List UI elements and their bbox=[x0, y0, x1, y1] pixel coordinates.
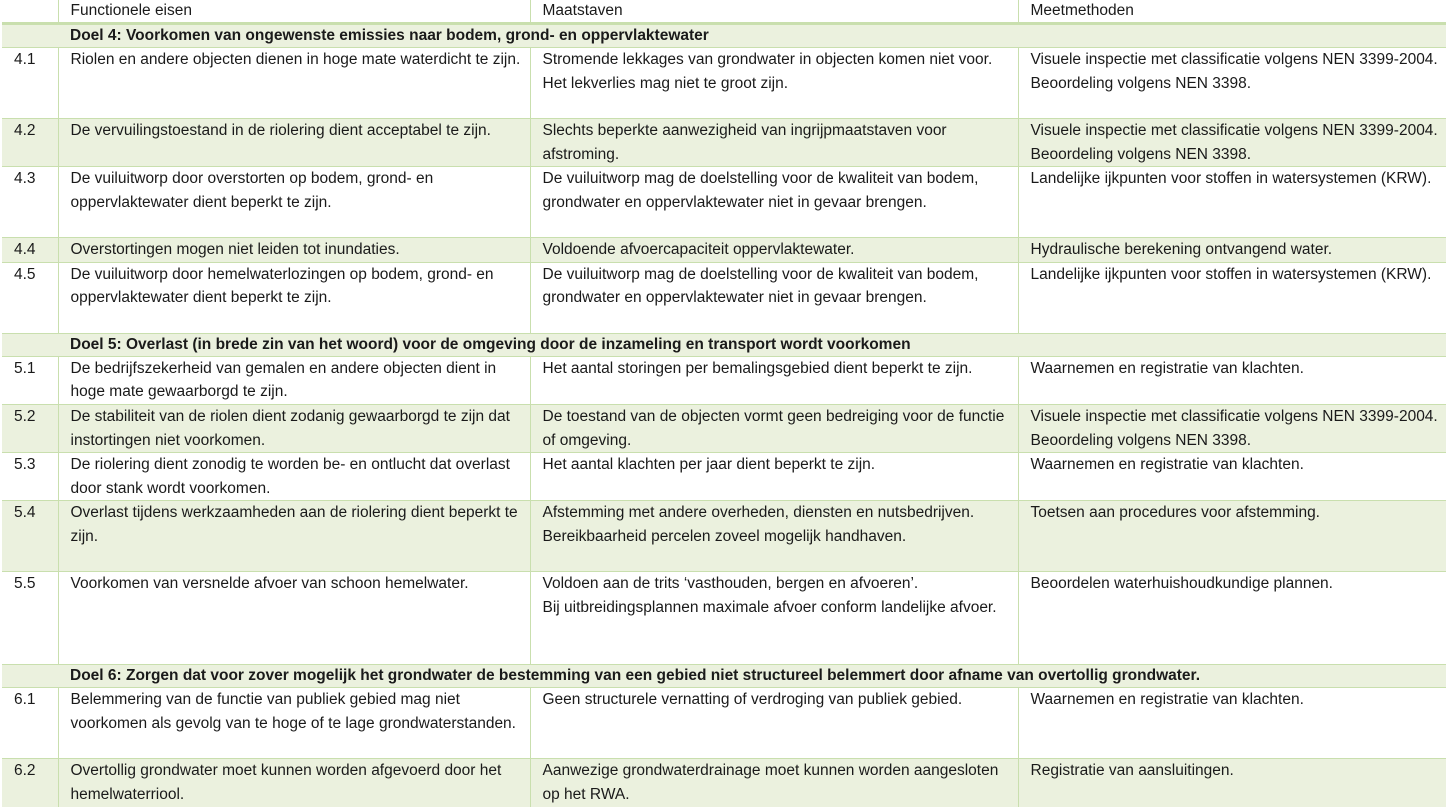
row-method: Visuele inspectie met classificatie volgens NEN 3399-2004. Beoordeling volgens NEN 3398. bbox=[1018, 404, 1446, 452]
row-num: 4.2 bbox=[2, 119, 58, 167]
measure-line: Bij uitbreidingsplannen maximale afvoer conform landelijke afvoer. bbox=[542, 598, 997, 616]
row-method: Visuele inspectie met classificatie volgens NEN 3399-2004. Beoordeling volgens NEN 3398. bbox=[1018, 48, 1446, 119]
row-method: Waarnemen en registratie van klachten. bbox=[1018, 356, 1446, 404]
row-method: Toetsen aan procedures voor afstemming. bbox=[1018, 501, 1446, 572]
row-num: 5.5 bbox=[2, 572, 58, 665]
row-requirement: Overlast tijdens werkzaamheden aan de riolering dient beperkt te zijn. bbox=[58, 501, 530, 572]
row-num: 4.4 bbox=[2, 238, 58, 263]
row-measure: De vuiluitworp mag de doelstelling voor de kwaliteit van bodem, grondwater en oppervlaktewater niet in gevaar brengen. bbox=[530, 262, 1018, 333]
row-requirement: De bedrijfszekerheid van gemalen en andere objecten dient in hoge mate gewaarborgd te zijn. bbox=[58, 356, 530, 404]
row-measure: Voldoende afvoercapaciteit oppervlaktewater. bbox=[530, 238, 1018, 263]
row-method: Beoordelen waterhuishoudkundige plannen. bbox=[1018, 572, 1446, 665]
row-num: 6.1 bbox=[2, 688, 58, 759]
row-measure: De toestand van de objecten vormt geen bedreiging voor de functie of omgeving. bbox=[530, 404, 1018, 452]
table-row bbox=[2, 453, 1446, 501]
row-num: 5.4 bbox=[2, 501, 58, 572]
row-measure bbox=[530, 572, 1018, 665]
row-measure: De vuiluitworp mag de doelstelling voor de kwaliteit van bodem, grondwater en oppervlaktewater niet in gevaar brengen. bbox=[530, 167, 1018, 238]
table-row bbox=[2, 119, 1446, 167]
row-requirement: De stabiliteit van de riolen dient zodanig gewaarborgd te zijn dat instortingen niet voorkomen. bbox=[58, 404, 530, 452]
row-requirement: Riolen en andere objecten dienen in hoge mate waterdicht te zijn. bbox=[58, 48, 530, 119]
table-row bbox=[2, 404, 1446, 452]
row-requirement: De riolering dient zonodig te worden be- en ontlucht dat overlast door stank wordt voorkomen. bbox=[58, 453, 530, 501]
goal-title: Doel 4: Voorkomen van ongewenste emissies naar bodem, grond- en oppervlaktewater bbox=[58, 24, 1446, 48]
row-method: Landelijke ijkpunten voor stoffen in watersystemen (KRW). bbox=[1018, 167, 1446, 238]
header-row bbox=[2, 0, 1446, 24]
row-method: Waarnemen en registratie van klachten. bbox=[1018, 453, 1446, 501]
goal-row bbox=[2, 333, 1446, 356]
table-row bbox=[2, 356, 1446, 404]
header-num bbox=[2, 0, 58, 24]
table-row bbox=[2, 238, 1446, 263]
row-requirement: Overstortingen mogen niet leiden tot inundaties. bbox=[58, 238, 530, 263]
table-row bbox=[2, 48, 1446, 119]
row-num: 5.2 bbox=[2, 404, 58, 452]
row-requirement: De vuiluitworp door hemelwaterlozingen op bodem, grond- en oppervlaktewater dient beperkt te zijn. bbox=[58, 262, 530, 333]
table-row bbox=[2, 759, 1446, 807]
header-requirements: Functionele eisen bbox=[58, 0, 530, 24]
row-measure: Aanwezige grondwaterdrainage moet kunnen worden aangesloten op het RWA. bbox=[530, 759, 1018, 807]
goal-title: Doel 6: Zorgen dat voor zover mogelijk het grondwater de bestemming van een gebied niet structureel belemmert door afname van overtollig grondwater. bbox=[58, 665, 1446, 688]
requirements-table bbox=[2, 0, 1446, 807]
row-method: Visuele inspectie met classificatie volgens NEN 3399-2004. Beoordeling volgens NEN 3398. bbox=[1018, 119, 1446, 167]
table-row bbox=[2, 501, 1446, 572]
measure-line: Stromende lekkages van grondwater in objecten komen niet voor. bbox=[542, 51, 993, 68]
header-measures: Maatstaven bbox=[530, 0, 1018, 24]
row-requirement: Belemmering van de functie van publiek gebied mag niet voorkomen als gevolg van te hoge of te lage grondwaterstanden. bbox=[58, 688, 530, 759]
row-measure: Het aantal storingen per bemalingsgebied dient beperkt te zijn. bbox=[530, 356, 1018, 404]
row-measure: Het aantal klachten per jaar dient beperkt te zijn. bbox=[530, 453, 1018, 501]
row-method: Landelijke ijkpunten voor stoffen in watersystemen (KRW). bbox=[1018, 262, 1446, 333]
row-measure bbox=[530, 48, 1018, 119]
row-method: Waarnemen en registratie van klachten. bbox=[1018, 688, 1446, 759]
row-measure: Slechts beperkte aanwezigheid van ingrijpmaatstaven voor afstroming. bbox=[530, 119, 1018, 167]
table-row bbox=[2, 688, 1446, 759]
table-row bbox=[2, 572, 1446, 665]
measure-line: Bereikbaarheid percelen zoveel mogelijk handhaven. bbox=[542, 527, 907, 545]
measure-line: Het lekverlies mag niet te groot zijn. bbox=[542, 74, 789, 92]
row-num: 4.1 bbox=[2, 48, 58, 119]
row-requirement: De vuiluitworp door overstorten op bodem, grond- en oppervlaktewater dient beperkt te zijn. bbox=[58, 167, 530, 238]
goal-row bbox=[2, 24, 1446, 48]
row-requirement: De vervuilingstoestand in de riolering dient acceptabel te zijn. bbox=[58, 119, 530, 167]
row-num: 5.1 bbox=[2, 356, 58, 404]
row-measure bbox=[530, 501, 1018, 572]
row-method: Hydraulische berekening ontvangend water. bbox=[1018, 238, 1446, 263]
goal-row bbox=[2, 665, 1446, 688]
goal-title: Doel 5: Overlast (in brede zin van het woord) voor de omgeving door de inzameling en transport wordt voorkomen bbox=[58, 333, 1446, 356]
measure-line: Voldoen aan de trits ‘vasthouden, bergen en afvoeren’. bbox=[542, 575, 919, 593]
row-num: 4.5 bbox=[2, 262, 58, 333]
row-num: 5.3 bbox=[2, 453, 58, 501]
row-requirement: Voorkomen van versnelde afvoer van schoon hemelwater. bbox=[58, 572, 530, 665]
table-row bbox=[2, 262, 1446, 333]
row-num: 6.2 bbox=[2, 759, 58, 807]
row-requirement: Overtollig grondwater moet kunnen worden afgevoerd door het hemelwaterriool. bbox=[58, 759, 530, 807]
row-method: Registratie van aansluitingen. bbox=[1018, 759, 1446, 807]
row-measure: Geen structurele vernatting of verdroging van publiek gebied. bbox=[530, 688, 1018, 759]
header-methods: Meetmethoden bbox=[1018, 0, 1446, 24]
row-num: 4.3 bbox=[2, 167, 58, 238]
table-row bbox=[2, 167, 1446, 238]
measure-line: Afstemming met andere overheden, diensten en nutsbedrijven. bbox=[542, 504, 975, 522]
